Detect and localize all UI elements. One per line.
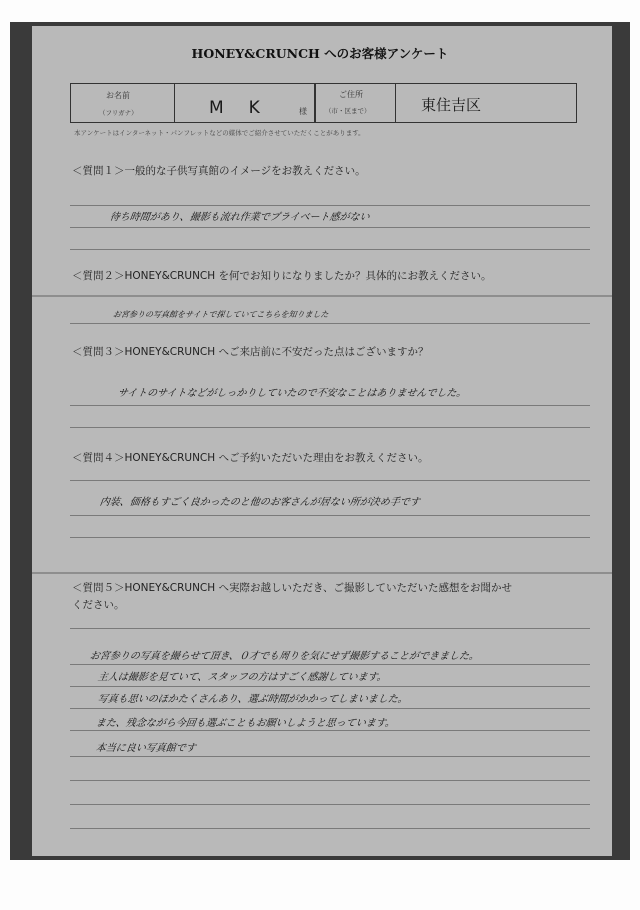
question-4: ＜質問４＞HONEY&CRUNCH へご予約いただいた理由をお教えください。	[72, 452, 429, 464]
answer-4: 内装、価格もすごく良かったのと他のお客さんが居ない所が決め手です	[98, 497, 421, 508]
answer-line	[70, 249, 590, 250]
question-1: ＜質問１＞一般的な子供写真館のイメージをお教えください。	[72, 165, 366, 177]
usage-note: 本アンケートはインターネット・パンフレットなどの媒体でご紹介させていただくことがあります。	[74, 129, 365, 137]
answer-line	[70, 537, 590, 538]
paper-fold	[32, 295, 612, 297]
name-value: M K	[209, 98, 264, 118]
address-label: ご住所	[339, 90, 363, 99]
answer-line	[70, 405, 590, 406]
answer-2: お宮参りの写真館をサイトで探していてこちらを知りました	[112, 310, 330, 319]
answer-line	[70, 828, 590, 829]
answer-line	[70, 730, 590, 731]
answer-5-line-1: お宮参りの写真を撮らせて頂き、０才でも周りを気にせず撮影することができました。	[88, 651, 480, 662]
answer-5-line-2: 主人は撮影を見ていて、スタッフの方はすごく感謝しています。	[96, 672, 388, 683]
answer-line	[70, 480, 590, 481]
answer-line	[70, 205, 590, 206]
address-hint: （市・区まで）	[325, 107, 371, 115]
customer-info-table	[70, 83, 577, 123]
answer-line	[70, 227, 590, 228]
answer-line	[70, 515, 590, 516]
paper-fold	[32, 572, 612, 574]
question-2: ＜質問２＞HONEY&CRUNCH を何でお知りになりましたか？具体的にお教えください。	[72, 270, 492, 282]
questionnaire-sheet	[32, 26, 612, 856]
address-value: 東住吉区	[421, 96, 482, 114]
question-3: ＜質問３＞HONEY&CRUNCH へご来店前に不安だった点はございますか？	[72, 346, 429, 358]
answer-5-line-3: 写真も思いのほかたくさんあり、選ぶ時間がかかってしまいました。	[96, 694, 409, 705]
question-5-continued: ください。	[72, 599, 125, 611]
answer-3: サイトのサイトなどがしっかりしていたので不安なことはありませんでした。	[116, 388, 468, 399]
answer-line	[70, 708, 590, 709]
answer-line	[70, 323, 590, 324]
answer-line	[70, 628, 590, 629]
answer-line	[70, 780, 590, 781]
question-5: ＜質問５＞HONEY&CRUNCH へ実際お越しいただき、ご撮影していただいた感想をお聞かせ	[72, 582, 513, 594]
answer-1: 待ち時間があり、撮影も流れ作業でプライベート感がない	[108, 212, 371, 223]
name-label: お名前	[106, 91, 130, 100]
page-title: HONEY&CRUNCH へのお客様アンケート	[191, 46, 449, 61]
answer-line	[70, 664, 590, 665]
answer-line	[70, 804, 590, 805]
answer-line	[70, 686, 590, 687]
honorific: 様	[299, 107, 307, 116]
answer-line	[70, 756, 590, 757]
name-reading-label: （フリガナ）	[99, 109, 138, 117]
answer-5-line-5: 本当に良い写真館です	[94, 743, 197, 754]
address-label-cell	[314, 84, 396, 122]
name-cell	[174, 84, 316, 122]
answer-line	[70, 427, 590, 428]
answer-5-line-4: また、残念ながら今回も選ぶこともお願いしようと思っています。	[94, 718, 396, 729]
